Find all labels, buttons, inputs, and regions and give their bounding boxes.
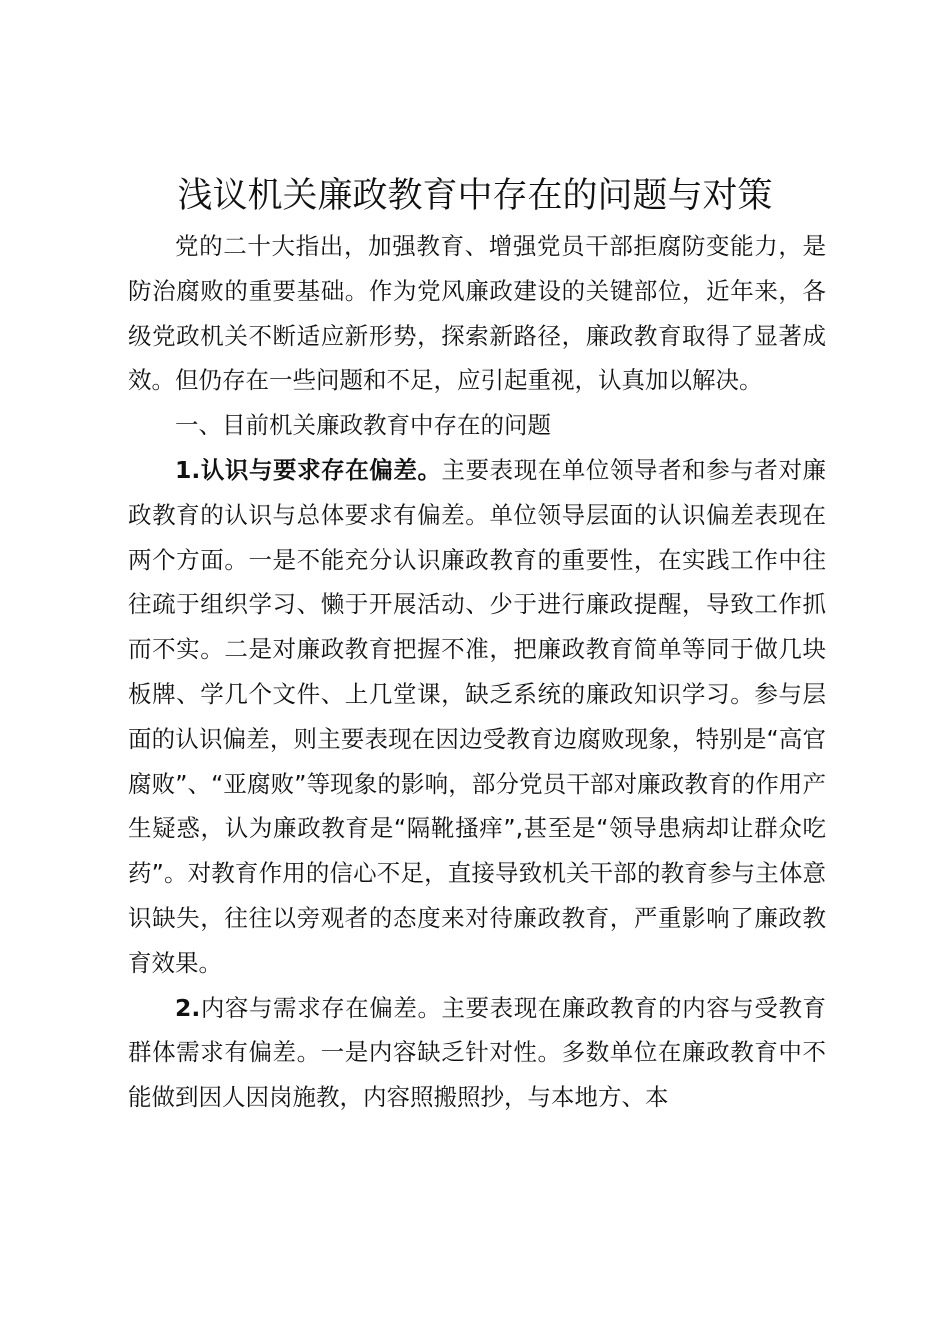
point-1-lead: 1.认识与要求存在偏差。	[175, 455, 442, 484]
point-1-paragraph	[128, 448, 826, 986]
point-2-number: 2.	[175, 993, 201, 1022]
intro-paragraph: 党的二十大指出，加强教育、增强党员干部拒腐防变能力，是防治腐败的重要基础。作为党风廉政建设的关键部位，近年来，各级党政机关不断适应新形势，探索新路径，廉政教育取得了显著成效。但仍存在一些问题和不足，应引起重视，认真加以解决。	[128, 232, 826, 395]
point-2-paragraph	[128, 986, 826, 1120]
point-2-lead: 内容与需求存在偏差。	[200, 993, 442, 1022]
document-body	[128, 224, 826, 1120]
point-2-text: 主要表现在廉政教育的内容与受教育群体需求有偏差。一是内容缺乏针对性。多数单位在廉政教育中不能做到因人因岗施教，内容照搬照抄，与本地方、本	[128, 993, 827, 1112]
point-1-text: 主要表现在单位领导者和参与者对廉政教育的认识与总体要求有偏差。单位领导层面的认识偏差表现在两个方面。一是不能充分认识廉政教育的重要性，在实践工作中往往疏于组织学习、懒于开展活动、少于进行廉政提醒，导致工作抓而不实。二是对廉政教育把握不准，把廉政教育简单等同于做几块板牌、学几个文件、上几堂课，缺乏系统的廉政知识学习。参与层面的认识偏差，则主要表现在因边受教育边腐败现象，特别是“高官腐败”、“亚腐败”等现象的影响，部分党员干部对廉政教育的作用产生疑惑，认为廉政教育是“隔靴搔痒”,甚至是“领导患病却让群众吃药”。对教育作用的信心不足，直接导致机关干部的教育参与主体意识缺失，往往以旁观者的态度来对待廉政教育，严重影响了廉政教育效果。	[128, 455, 827, 977]
document-title: 浅议机关廉政教育中存在的问题与对策	[177, 176, 773, 216]
section-heading: 一、目前机关廉政教育中存在的问题	[175, 411, 551, 440]
